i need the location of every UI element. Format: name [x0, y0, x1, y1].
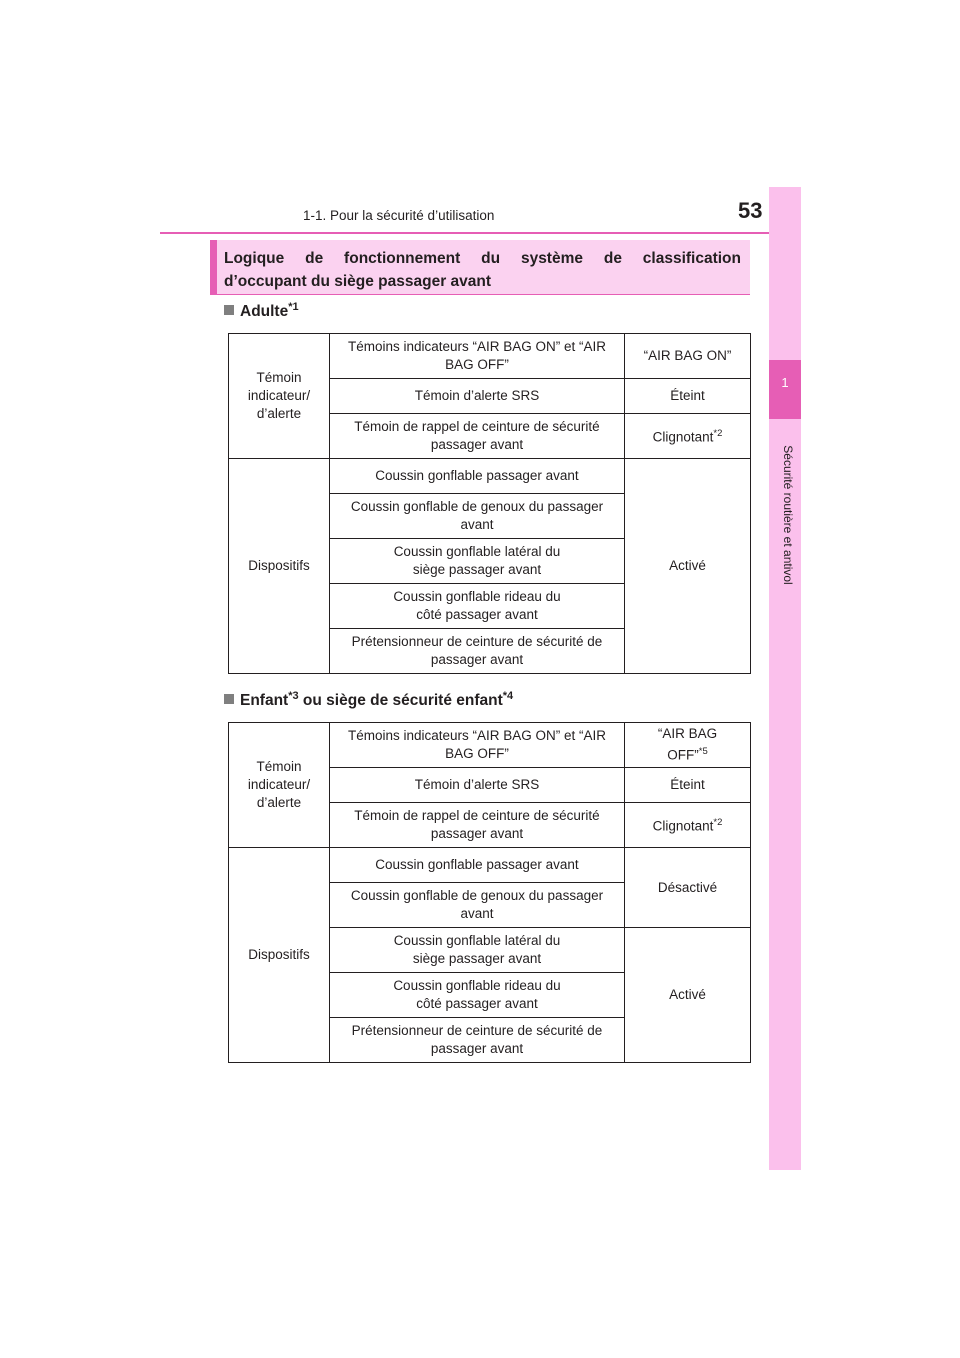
indicator-item-cell: Témoins indicateurs “AIR BAG ON” et “AIR BAG OFF” [330, 334, 625, 379]
indicator-item-cell: Témoin d’alerte SRS [330, 379, 625, 414]
indicator-state-cell: Clignotant$^{*2}$ [625, 414, 751, 459]
table-row [229, 848, 751, 883]
section-title: 1-1. Pour la sécurité d’utilisation [303, 208, 495, 223]
devices-state-cell: Désactivé [625, 848, 751, 928]
device-cell: Coussin gonflable rideau du côté passager avant [330, 973, 625, 1018]
square-bullet-icon [224, 305, 234, 315]
device-cell: Prétensionneur de ceinture de sécurité de passager avant [330, 1018, 625, 1063]
side-tab [769, 187, 801, 1170]
section-heading-accent [210, 240, 217, 295]
adult-table [228, 333, 751, 674]
indicator-label-cell: Témoin indicateur/ d’alerte [229, 334, 330, 459]
device-cell: Coussin gonflable latéral du siège passager avant [330, 539, 625, 584]
side-tab-label: Sécurité routière et antivol [781, 445, 795, 585]
indicator-state-cell: Éteint [625, 768, 751, 803]
device-cell: Coussin gonflable passager avant [330, 848, 625, 883]
indicator-state-cell: Clignotant$^{*2}$ [625, 803, 751, 848]
indicator-item-cell: Témoin d’alerte SRS [330, 768, 625, 803]
devices-state-cell: Activé [625, 928, 751, 1063]
indicator-item-cell: Témoin de rappel de ceinture de sécurité passager avant [330, 414, 625, 459]
section-heading [224, 247, 741, 293]
device-cell: Coussin gonflable rideau du côté passager avant [330, 584, 625, 629]
section-heading-line2: d’occupant du siège passager avant [224, 273, 492, 290]
side-tab-number: 1 [781, 375, 789, 390]
device-cell: Coussin gonflable de genoux du passager avant [330, 883, 625, 928]
indicator-state-cell: “AIR BAG ON” [625, 334, 751, 379]
page-number: 53 [738, 198, 763, 223]
indicator-item-cell: Témoin de rappel de ceinture de sécurité passager avant [330, 803, 625, 848]
device-cell: Prétensionneur de ceinture de sécurité de passager avant [330, 629, 625, 674]
indicator-state-cell: “AIR BAG OFF”$^{*5}$ [625, 723, 751, 768]
child-subheading: Enfant$^{*3}$ ou siège de sécurité enfant$^{*4}$ [224, 690, 513, 710]
header-divider [160, 232, 801, 234]
table-row [229, 459, 751, 494]
indicator-label-cell: Témoin indicateur/ d’alerte [229, 723, 330, 848]
section-heading-underline [210, 294, 750, 295]
device-cell: Coussin gonflable de genoux du passager avant [330, 494, 625, 539]
child-table [228, 722, 751, 1063]
devices-state-cell: Activé [625, 459, 751, 674]
indicator-item-cell: Témoins indicateurs “AIR BAG ON” et “AIR BAG OFF” [330, 723, 625, 768]
indicator-state-cell: Éteint [625, 379, 751, 414]
devices-label-cell: Dispositifs [229, 848, 330, 1063]
section-heading-line1: Logique de fonctionnement du système de classification [224, 250, 741, 267]
square-bullet-icon [224, 694, 234, 704]
device-cell: Coussin gonflable latéral du siège passager avant [330, 928, 625, 973]
adult-subheading: Adulte$^{*1}$ [224, 301, 299, 321]
table-row [229, 723, 751, 768]
table-row [229, 334, 751, 379]
device-cell: Coussin gonflable passager avant [330, 459, 625, 494]
devices-label-cell: Dispositifs [229, 459, 330, 674]
